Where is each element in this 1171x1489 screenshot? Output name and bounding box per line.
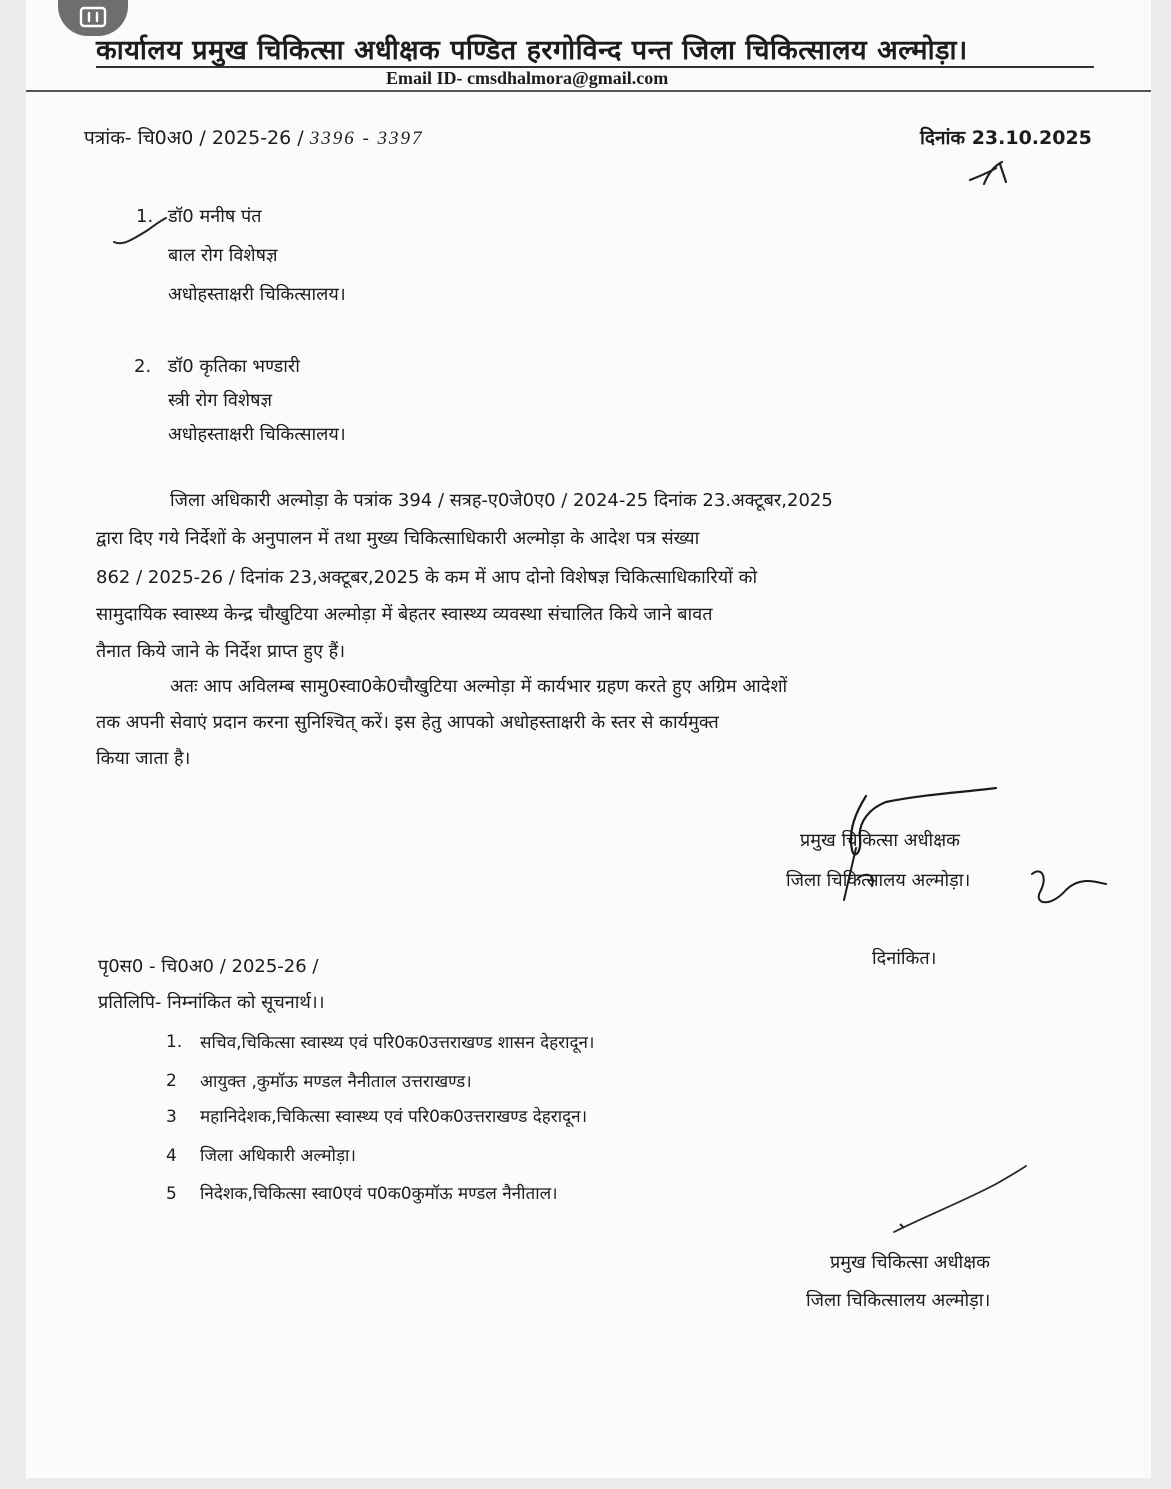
signature-2-office: जिला चिकित्सालय अल्मोड़ा। [806, 1290, 991, 1311]
cc-item-1-number: 1. [166, 1032, 183, 1052]
reference-prefix: पत्रांक- चि0अ0 / 2025-26 / [84, 127, 304, 149]
body-para2-line1: अतः आप अविलम्ब सामु0स्वा0के0चौखुटिया अल्मोड़ा में कार्यभार ग्रहण करते हुए अग्रिम आदेशों [170, 676, 788, 697]
signature-1-office: जिला चिकित्सालय अल्मोड़ा। [786, 870, 971, 891]
copy-heading: प्रतिलिपि- निम्नांकित को सूचनार्थ।। [98, 992, 325, 1013]
cc-item-1-text: सचिव,चिकित्सा स्वास्थ्य एवं परि0क0उत्तराखण्ड शासन देहरादून। [200, 1033, 595, 1053]
recipient-1-number: 1. [136, 206, 154, 227]
signature-2-designation: प्रमुख चिकित्सा अधीक्षक [830, 1252, 990, 1273]
letter-date [920, 124, 1092, 150]
cc-item-2-text: आयुक्त ,कुमॉऊ मण्डल नैनीताल उत्तराखण्ड। [200, 1072, 472, 1092]
copy-date: दिनांकित। [872, 948, 937, 969]
date-value: 23.10.2025 [971, 127, 1092, 149]
email-address: cmsdhalmora@gmail.com [467, 68, 669, 88]
signature-1-ink [796, 782, 1126, 922]
body-para2-line2: तक अपनी सेवाएं प्रदान करना सुनिश्चित् करें। इस हेतु आपको अधोहस्ताक्षरी के स्तर से कार्यमुक्त [96, 712, 719, 733]
copy-reference: पृ0स0 - चि0अ0 / 2025-26 / [98, 956, 319, 977]
document-page [26, 0, 1151, 1478]
cc-item-2-number: 2 [166, 1071, 177, 1091]
recipient-2-office: अधोहस्ताक्षरी चिकित्सालय। [168, 424, 346, 445]
cc-item-4-number: 4 [166, 1146, 177, 1166]
body-para1-line5: तैनात किये जाने के निर्देश प्राप्त हुए हैं। [96, 641, 346, 662]
recipient-1-name: डॉ0 मनीष पंत [168, 206, 262, 227]
date-initials-ink [966, 158, 1014, 190]
email-label: Email ID- [386, 68, 463, 88]
recipient-2-name: डॉ0 कृतिका भण्डारी [168, 356, 300, 377]
date-label: दिनांक [920, 127, 966, 149]
cc-item-3-text: महानिदेशक,चिकित्सा स्वास्थ्य एवं परि0क0उत्तराखण्ड देहरादून। [200, 1107, 588, 1127]
recipient-2-designation: स्त्री रोग विशेषज्ञ [168, 390, 273, 411]
letterhead-title: कार्यालय प्रमुख चिकित्सा अधीक्षक पण्डित हरगोविन्द पन्त जिला चिकित्सालय अल्मोड़ा। [96, 35, 968, 66]
body-para1-line4: सामुदायिक स्वास्थ्य केन्द्र चौखुटिया अल्मोड़ा में बेहतर स्वास्थ्य व्यवस्था संचालित किये जाने बावत [96, 604, 713, 625]
body-para1-line1: जिला अधिकारी अल्मोड़ा के पत्रांक 394 / सत्रह-ए0जे0ए0 / 2024-25 दिनांक 23.अक्टूबर,2025 [170, 490, 833, 511]
recipient-1-tick-ink [108, 214, 168, 248]
body-para1-line3: 862 / 2025-26 / दिनांक 23,अक्टूबर,2025 के कम में आप दोनो विशेषज्ञ चिकित्साधिकारियों को [96, 567, 758, 588]
header-rule [26, 90, 1151, 92]
cc-item-5-text: निदेशक,चिकित्सा स्वा0एवं प0क0कुमॉऊ मण्डल नैनीताल। [200, 1184, 558, 1204]
handwritten-dispatch-number: 3396 - 3397 [309, 128, 424, 149]
body-para2-line3: किया जाता है। [96, 748, 191, 769]
recipient-2-number: 2. [134, 356, 152, 377]
cc-item-3-number: 3 [166, 1107, 177, 1127]
letterhead-email [386, 68, 668, 89]
gallery-icon [79, 6, 107, 28]
recipient-1-office: अधोहस्ताक्षरी चिकित्सालय। [168, 284, 346, 305]
recipient-1-designation: बाल रोग विशेषज्ञ [168, 245, 278, 266]
reference-number [84, 124, 424, 150]
cc-item-5-number: 5 [166, 1184, 177, 1204]
signature-2-ink [886, 1160, 1036, 1240]
body-para1-line2: द्वारा दिए गये निर्देशों के अनुपालन में तथा मुख्य चिकित्साधिकारी अल्मोड़ा के आदेश पत्र संख्या [96, 528, 700, 549]
signature-1-designation: प्रमुख चिकित्सा अधीक्षक [800, 830, 960, 851]
cc-item-4-text: जिला अधिकारी अल्मोड़ा। [200, 1146, 356, 1166]
